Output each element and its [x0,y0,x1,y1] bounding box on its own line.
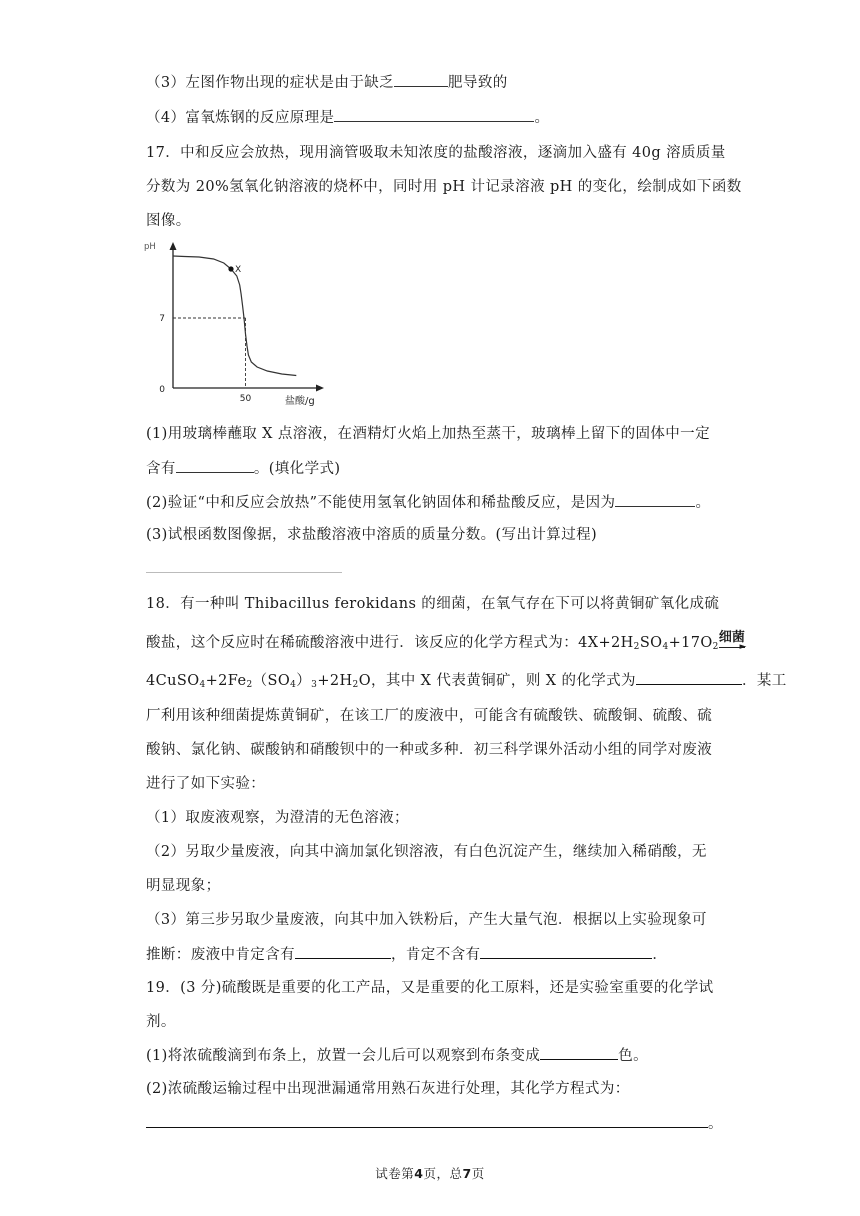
subscript: 2 [712,642,719,652]
subscript: 2 [352,680,359,690]
q18-stem-line-4: 厂利用该种细菌提炼黄铜矿，在该工厂的废液中，可能含有硫酸铁、硫酸铜、硫酸、硫 [146,708,713,724]
q16-line-4 [146,107,549,128]
q18-step-3-line-2 [146,944,667,965]
q17-sub3: (3)试根函数图像据，求盐酸溶液中溶质的质量分数。(写出计算过程) [146,527,598,543]
answer-blank[interactable] [176,458,254,473]
answer-blank[interactable] [480,944,652,959]
q19-text: (1)将浓硫酸滴到布条上，放置一会儿后可以观察到布条变成 [146,1048,541,1064]
ph-chart [140,238,330,412]
q18-text: ） [296,673,312,689]
q18-text: +2Fe [205,673,247,689]
footer-text: 试卷第 [375,1166,415,1181]
y-axis-title: pH [144,242,156,252]
q17-stem-line-3: 图像。 [146,213,191,229]
x-axis-arrow [316,385,324,392]
origin-label: 0 [159,385,165,395]
catalyst-label: 细菌 [718,630,745,645]
answer-blank[interactable] [615,492,695,507]
q17-sub1-line-1: (1)用玻璃棒蘸取 X 点溶液，在酒精灯火焰上加热至蒸干，玻璃棒上留下的固体中一定 [146,426,710,442]
q16-line-3 [146,72,508,93]
q18-step-2-line-2: 明显现象； [146,878,221,894]
q17-stem-line-1: 17．中和反应会放热，现用滴管吸取未知浓度的盐酸溶液，逐滴加入盛有 40g 溶质质量 [146,145,726,161]
q18-stem-line-6: 进行了如下实验： [146,776,266,792]
x-axis-title: 盐酸/g [285,396,315,407]
point-x-marker [228,266,233,271]
subscript: 2 [633,642,640,652]
q19-sub2-answer [146,1113,723,1134]
subscript: 4 [199,680,206,690]
q16-text: （4）富氧炼钢的反应原理是 [146,110,335,126]
q17-text: 。(填化学式) [253,461,341,477]
point-x-label: X [235,265,242,275]
q18-text: 酸盐，这个反应时在稀硫酸溶液中进行．该反应的化学方程式为：4X+2H [146,635,634,651]
q19-sub1 [146,1045,648,1066]
q18-stem-line-5: 酸钠、氯化钠、碳酸钠和硝酸钡中的一种或多种．初三科学课外活动小组的同学对废液 [146,742,713,758]
q17-text: (2)验证“中和反应会放热”不能使用氢氧化钠固体和稀盐酸反应，是因为 [146,495,616,511]
y-axis-arrow [170,242,177,250]
answer-blank[interactable] [540,1045,618,1060]
q18-text: 4CuSO [146,673,200,689]
q17-sub1-line-2 [146,458,340,479]
q18-text: O，其中 X 代表黄铜矿，则 X 的化学式为 [358,673,636,689]
q18-step-3-line-1: （3）第三步另取少量废液，向其中加入铁粉后，产生大量气泡．根据以上实验现象可 [146,912,707,928]
q16-text: 肥导致的 [448,75,508,91]
q18-stem-line-1: 18．有一种叫 Thibacillus ferokidans 的细菌，在氧气存在下可以将黄铜矿氧化成硫 [146,596,720,612]
q19-stem-line-2: 剂。 [146,1014,176,1030]
page-number: 4 [414,1166,424,1181]
q16-text: （3）左图作物出现的症状是由于缺乏 [146,75,395,91]
q19-text: 。 [708,1116,723,1132]
answer-blank[interactable] [295,944,391,959]
subscript: 4 [662,642,669,652]
q19-stem-line-1: 19．(3 分)硫酸既是重要的化工产品，又是重要的化工原料，还是实验室重要的化学试 [146,980,714,996]
answer-blank[interactable] [394,72,448,87]
q18-text: （SO [252,673,291,689]
total-pages: 7 [462,1166,472,1181]
footer-text: 页 [471,1166,485,1181]
answer-blank[interactable] [334,107,534,122]
x-tick-label: 50 [239,394,252,404]
reaction-arrow: 细菌 ► [718,630,747,652]
page-footer [0,1164,860,1182]
q18-text: +17O [668,635,713,651]
q17-stem-line-2: 分数为 20%氢氧化钠溶液的烧杯中，同时用 pH 计记录溶液 pH 的变化，绘制成如下函数 [146,179,742,195]
q19-text: 色。 [618,1048,649,1064]
q18-stem-line-3 [146,670,787,695]
q18-step-2-line-1: （2）另取少量废液，向其中滴加氯化钡溶液，有白色沉淀产生，继续加入稀硝酸，无 [146,844,707,860]
answer-divider [146,572,342,573]
q18-text: SO [639,635,663,651]
answer-blank[interactable] [636,670,742,685]
subscript: 4 [290,680,297,690]
subscript: 2 [246,680,253,690]
q18-text: ，肯定不含有 [391,947,481,963]
q18-text: +2H [317,673,353,689]
q17-text: 含有 [146,461,176,477]
q18-step-1: （1）取废液观察，为澄清的无色溶液； [146,810,409,826]
q17-sub2 [146,492,710,513]
y-tick-label: 7 [159,314,165,324]
q18-stem-line-2 [146,630,747,657]
footer-text: 页，总 [423,1166,463,1181]
answer-blank[interactable] [146,1113,708,1128]
q17-text: 。 [695,495,711,511]
q18-text: 推断：废液中肯定含有 [146,947,295,963]
q19-sub2: (2)浓硫酸运输过程中出现泄漏通常用熟石灰进行处理，其化学方程式为： [146,1081,630,1097]
q16-text: 。 [534,110,550,126]
q18-text: ． [652,947,668,963]
q18-text: ．某工 [741,673,787,689]
subscript: 3 [311,680,318,690]
